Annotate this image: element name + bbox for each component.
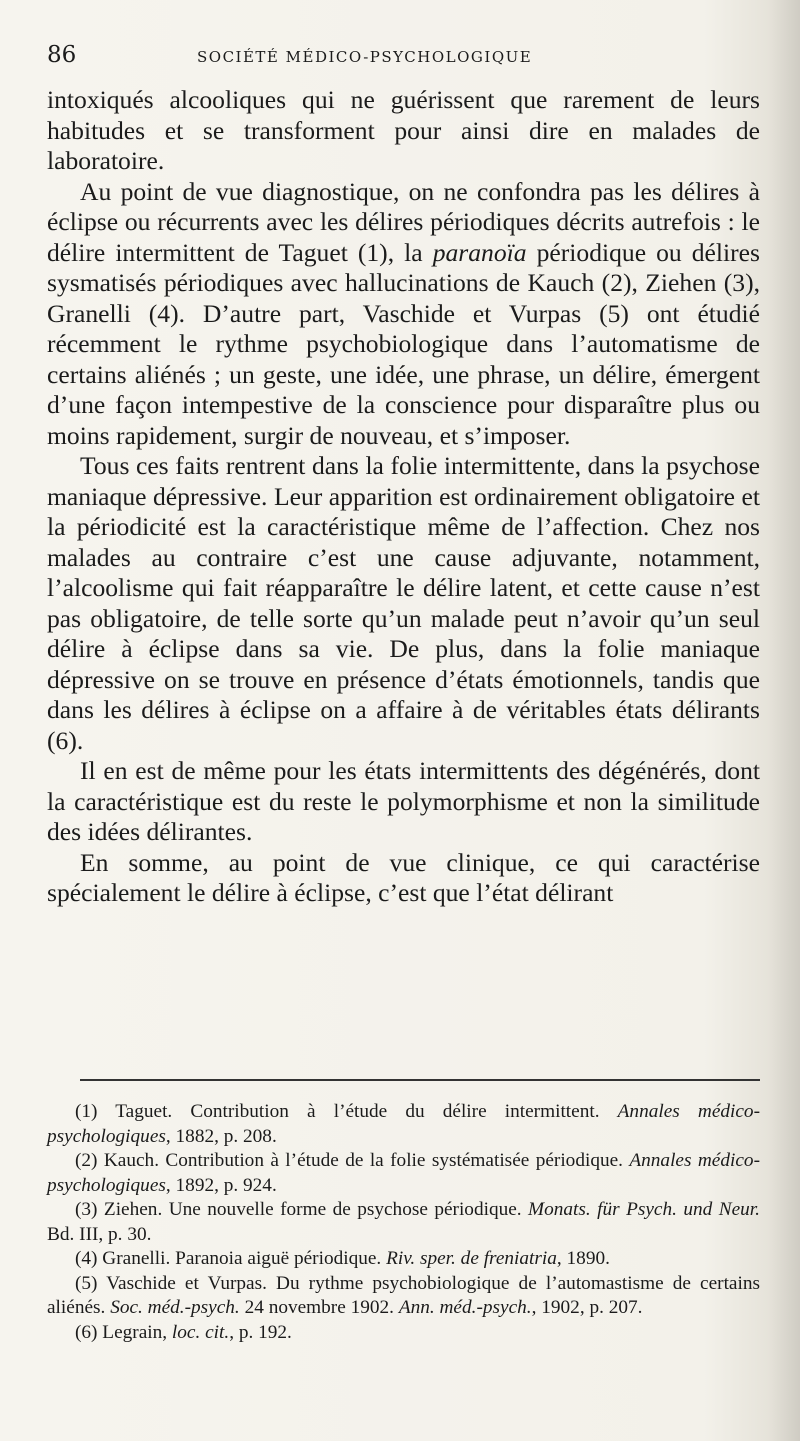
page-header <box>47 42 760 74</box>
paragraph-1: intoxiqués alcooliques qui ne guérissent que rarement de leurs habitudes et se transforment pour ainsi dire en malades de laboratoire. <box>47 85 760 175</box>
footnote-1 <box>47 1100 760 1149</box>
footnote-6-text: (6) Legrain, <box>75 1321 172 1343</box>
footnote-4-ref: , 1890. <box>556 1248 610 1269</box>
main-text <box>47 85 760 909</box>
paragraph-2-text-b: périodique ou délires sysmatisés périodiques avec hallucinations de Kauch (2), Ziehen (3), Granelli (4). D’autre part, Vaschide et Vurpas (5) ont étudié récemment le rythme psychobiologique dans l’automatisme de certains aliénés ; un geste, une idée, une phrase, un délire, émergent d’une façon intempestive de la conscience pour disparaître plus ou moins rapidement, surgir de nouveau, et s’imposer. <box>47 237 760 450</box>
page-number: 86 <box>47 42 77 68</box>
footnote-2 <box>47 1149 760 1198</box>
running-head: SOCIÉTÉ MÉDICO-PSYCHOLOGIQUE <box>197 48 533 66</box>
footnote-6-ref: , p. 192. <box>229 1321 292 1343</box>
footnote-2-journal: Annales médico-psychologiques <box>47 1150 760 1196</box>
footnote-5 <box>47 1272 760 1321</box>
footnote-1-ref: , 1882, p. 208. <box>165 1125 277 1147</box>
footnote-3 <box>47 1198 760 1247</box>
footnote-2-ref: , 1892, p. 924. <box>165 1174 277 1196</box>
footnote-4 <box>47 1247 760 1272</box>
footnote-5-society: Soc. méd.-psych. <box>110 1297 240 1318</box>
footnote-separator <box>80 1079 760 1081</box>
paragraph-3: Tous ces faits rentrent dans la folie intermittente, dans la psychose maniaque dépressive. Leur apparition est ordinairement obligatoire et la périodicité est la caractéristique même de l’affection. Chez nos malades au contraire c’est une cause adjuvante, notamment, l’alcoolisme qui fait réapparaître le délire latent, et cette cause n’est pas obligatoire, de telle sorte qu’un malade peut n’avoir qu’un seul délire à éclipse dans sa vie. De plus, dans la folie maniaque dépressive on se trouve en présence d’états émotionnels, tandis que dans les délires à éclipse on a affaire à de véritables états délirants (6). <box>47 451 760 755</box>
footnote-3-ref: Bd. III, p. 30. <box>47 1223 152 1245</box>
paragraph-2-emphasis: paranoïa <box>432 237 527 267</box>
footnote-4-text: (4) Granelli. Paranoia aiguë périodique. <box>75 1248 387 1269</box>
paragraph-2 <box>47 177 760 452</box>
footnote-6 <box>47 1321 760 1346</box>
footnote-3-journal: Monats. für Psych. und Neur. <box>528 1199 760 1220</box>
footnote-5-date: 24 novembre 1902. <box>239 1297 399 1318</box>
footnote-5-journal: Ann. méd.-psych. <box>398 1297 532 1318</box>
footnote-5-ref: , 1902, p. 207. <box>531 1297 643 1318</box>
footnote-1-text: (1) Taguet. Contribution à l’étude du délire intermittent. <box>75 1101 618 1122</box>
paragraph-5: En somme, au point de vue clinique, ce qui caractérise spécialement le délire à éclipse, c’est que l’état délirant <box>47 847 760 907</box>
footnote-5-text: (5) Vaschide et Vurpas. Du rythme psychobiologique de l’automastisme de certains aliénés. <box>47 1272 760 1318</box>
footnote-2-text: (2) Kauch. Contribution à l’étude de la folie systématisée périodique. <box>75 1150 630 1171</box>
footnote-4-journal: Riv. sper. de freniatria <box>386 1248 557 1269</box>
paragraph-2-text-a: Au point de vue diagnostique, on ne confondra pas les délires à éclipse ou récurrents avec les délires périodiques décrits autrefois : le délire intermittent de Taguet (1), la <box>47 176 760 267</box>
footnote-1-journal: Annales médico-psychologiques <box>47 1101 760 1147</box>
paragraph-4: Il en est de même pour les états intermittents des dégénérés, dont la caractéristique est du reste le polymorphisme et non la similitude des idées délirantes. <box>47 756 760 846</box>
footnotes <box>47 1100 760 1345</box>
footnote-6-citation: loc. cit. <box>171 1321 230 1343</box>
footnote-3-text: (3) Ziehen. Une nouvelle forme de psychose périodique. <box>75 1199 529 1220</box>
